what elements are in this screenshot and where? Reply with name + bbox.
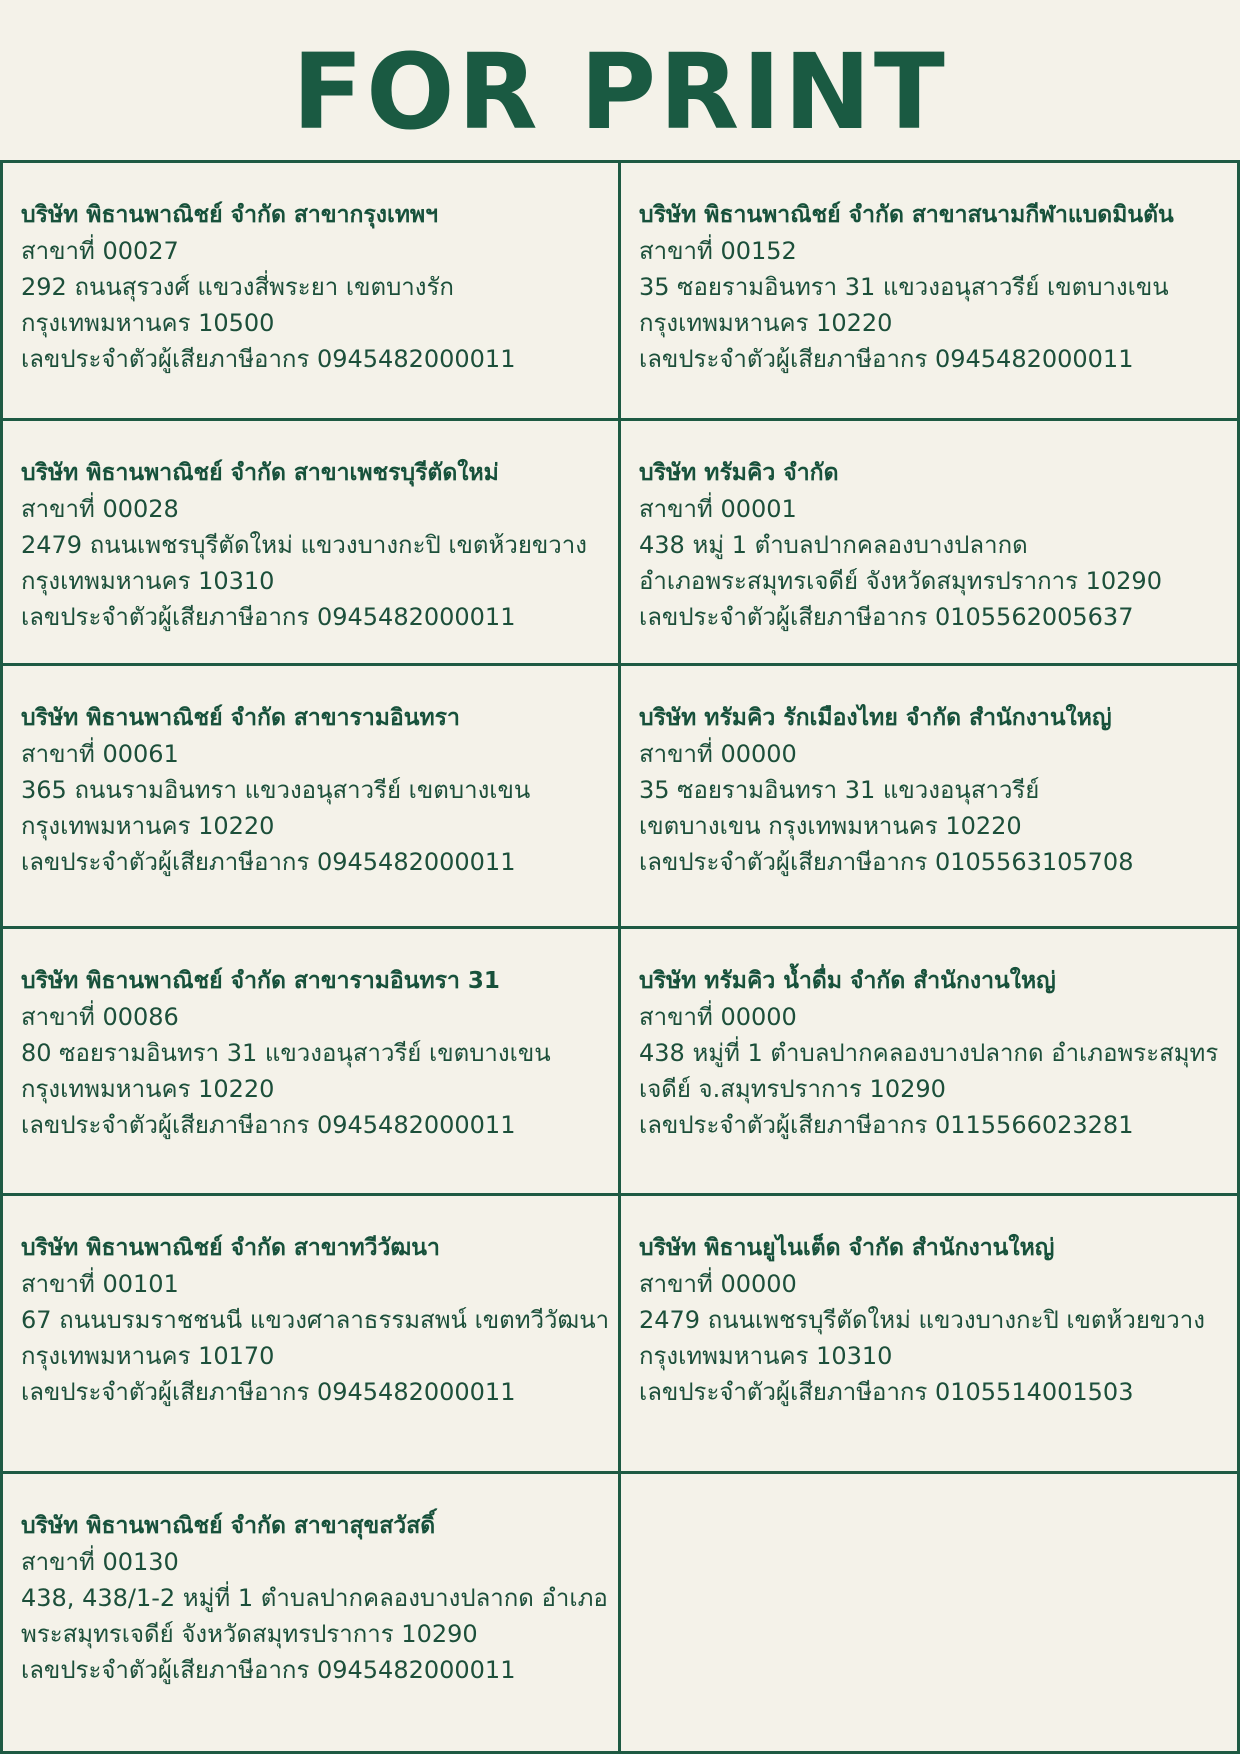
company-name: บริษัท พิธานพาณิชย์ จำกัด สาขาสนามกีฬาแบดมินตัน [639,202,1174,228]
address-line-2: เขตบางเขน กรุงเทพมหานคร 10220 [639,812,1022,840]
company-name: บริษัท พิธานยูไนเต็ด จำกัด สำนักงานใหญ่ [639,1235,1055,1261]
address-line-2: กรุงเทพมหานคร 10310 [21,567,275,595]
company-card [621,1196,1240,1474]
company-name: บริษัท ทรัมคิว น้ำดื่ม จำกัด สำนักงานใหญ่ [639,968,1056,994]
company-name: บริษัท พิธานพาณิชย์ จำกัด สาขาเพชรบุรีตัดใหม่ [21,460,499,486]
branch-number: สาขาที่ 00101 [21,1270,179,1298]
address-line-2: กรุงเทพมหานคร 10310 [639,1342,893,1370]
tax-id: เลขประจำตัวผู้เสียภาษีอากร 0945482000011 [21,345,516,373]
company-card [3,666,621,929]
branch-number: สาขาที่ 00130 [21,1548,179,1576]
address-line-1: 80 ซอยรามอินทรา 31 แขวงอนุสาวรีย์ เขตบางเขน [21,1039,551,1067]
address-line-1: 67 ถนนบรมราชชนนี แขวงศาลาธรรมสพน์ เขตทวีวัฒนา [21,1306,610,1334]
branch-number: สาขาที่ 00086 [21,1003,179,1031]
company-card [621,163,1240,421]
address-line-1: 438, 438/1-2 หมู่ที่ 1 ตำบลปากคลองบางปลากด อำเภอ [21,1584,608,1612]
empty-card [621,1474,1240,1751]
address-line-1: 2479 ถนนเพชรบุรีตัดใหม่ แขวงบางกะปิ เขตห้วยขวาง [639,1306,1205,1334]
tax-id: เลขประจำตัวผู้เสียภาษีอากร 0945482000011 [639,345,1134,373]
company-card [3,163,621,421]
company-name: บริษัท ทรัมคิว รักเมืองไทย จำกัด สำนักงานใหญ่ [639,705,1112,731]
branch-number: สาขาที่ 00152 [639,237,797,265]
address-line-2: พระสมุทรเจดีย์ จังหวัดสมุทรปราการ 10290 [21,1620,478,1648]
company-card [621,421,1240,666]
company-name: บริษัท พิธานพาณิชย์ จำกัด สาขารามอินทรา [21,705,460,731]
company-name: บริษัท พิธานพาณิชย์ จำกัด สาขาสุขสวัสดิ์ [21,1513,436,1539]
tax-id: เลขประจำตัวผู้เสียภาษีอากร 0105563105708 [639,848,1134,876]
company-grid [0,160,1240,1754]
tax-id: เลขประจำตัวผู้เสียภาษีอากร 0105514001503 [639,1378,1134,1406]
address-line-2: กรุงเทพมหานคร 10170 [21,1342,275,1370]
company-card [621,929,1240,1196]
company-card [621,666,1240,929]
company-name: บริษัท ทรัมคิว จำกัด [639,460,839,486]
tax-id: เลขประจำตัวผู้เสียภาษีอากร 0945482000011 [21,848,516,876]
address-line-1: 35 ซอยรามอินทรา 31 แขวงอนุสาวรีย์ [639,776,1040,804]
tax-id: เลขประจำตัวผู้เสียภาษีอากร 0115566023281 [639,1111,1134,1139]
address-line-1: 2479 ถนนเพชรบุรีตัดใหม่ แขวงบางกะปิ เขตห้วยขวาง [21,531,587,559]
address-line-2: อำเภอพระสมุทรเจดีย์ จังหวัดสมุทรปราการ 10290 [639,567,1162,595]
page-title: FOR PRINT [292,31,948,153]
address-line-2: กรุงเทพมหานคร 10500 [21,309,275,337]
address-line-2: กรุงเทพมหานคร 10220 [639,309,893,337]
branch-number: สาขาที่ 00000 [639,1270,797,1298]
company-name: บริษัท พิธานพาณิชย์ จำกัด สาขากรุงเทพฯ [21,202,439,228]
address-line-2: กรุงเทพมหานคร 10220 [21,812,275,840]
branch-number: สาขาที่ 00000 [639,740,797,768]
company-name: บริษัท พิธานพาณิชย์ จำกัด สาขารามอินทรา 31 [21,968,500,994]
tax-id: เลขประจำตัวผู้เสียภาษีอากร 0945482000011 [21,1378,516,1406]
branch-number: สาขาที่ 00001 [639,495,797,523]
company-name: บริษัท พิธานพาณิชย์ จำกัด สาขาทวีวัฒนา [21,1235,440,1261]
tax-id: เลขประจำตัวผู้เสียภาษีอากร 0105562005637 [639,603,1134,631]
company-card [3,1196,621,1474]
branch-number: สาขาที่ 00061 [21,740,179,768]
address-line-1: 292 ถนนสุรวงศ์ แขวงสี่พระยา เขตบางรัก [21,273,454,301]
branch-number: สาขาที่ 00000 [639,1003,797,1031]
tax-id: เลขประจำตัวผู้เสียภาษีอากร 0945482000011 [21,1111,516,1139]
company-card [3,929,621,1196]
address-line-2: เจดีย์ จ.สมุทรปราการ 10290 [639,1075,946,1103]
tax-id: เลขประจำตัวผู้เสียภาษีอากร 0945482000011 [21,1656,516,1684]
branch-number: สาขาที่ 00028 [21,495,179,523]
company-card [3,421,621,666]
address-line-1: 365 ถนนรามอินทรา แขวงอนุสาวรีย์ เขตบางเขน [21,776,531,804]
company-card [3,1474,621,1751]
address-line-2: กรุงเทพมหานคร 10220 [21,1075,275,1103]
branch-number: สาขาที่ 00027 [21,237,179,265]
address-line-1: 438 หมู่ 1 ตำบลปากคลองบางปลากด [639,531,1028,559]
tax-id: เลขประจำตัวผู้เสียภาษีอากร 0945482000011 [21,603,516,631]
address-line-1: 438 หมู่ที่ 1 ตำบลปากคลองบางปลากด อำเภอพระสมุทร [639,1039,1219,1067]
address-line-1: 35 ซอยรามอินทรา 31 แขวงอนุสาวรีย์ เขตบางเขน [639,273,1169,301]
